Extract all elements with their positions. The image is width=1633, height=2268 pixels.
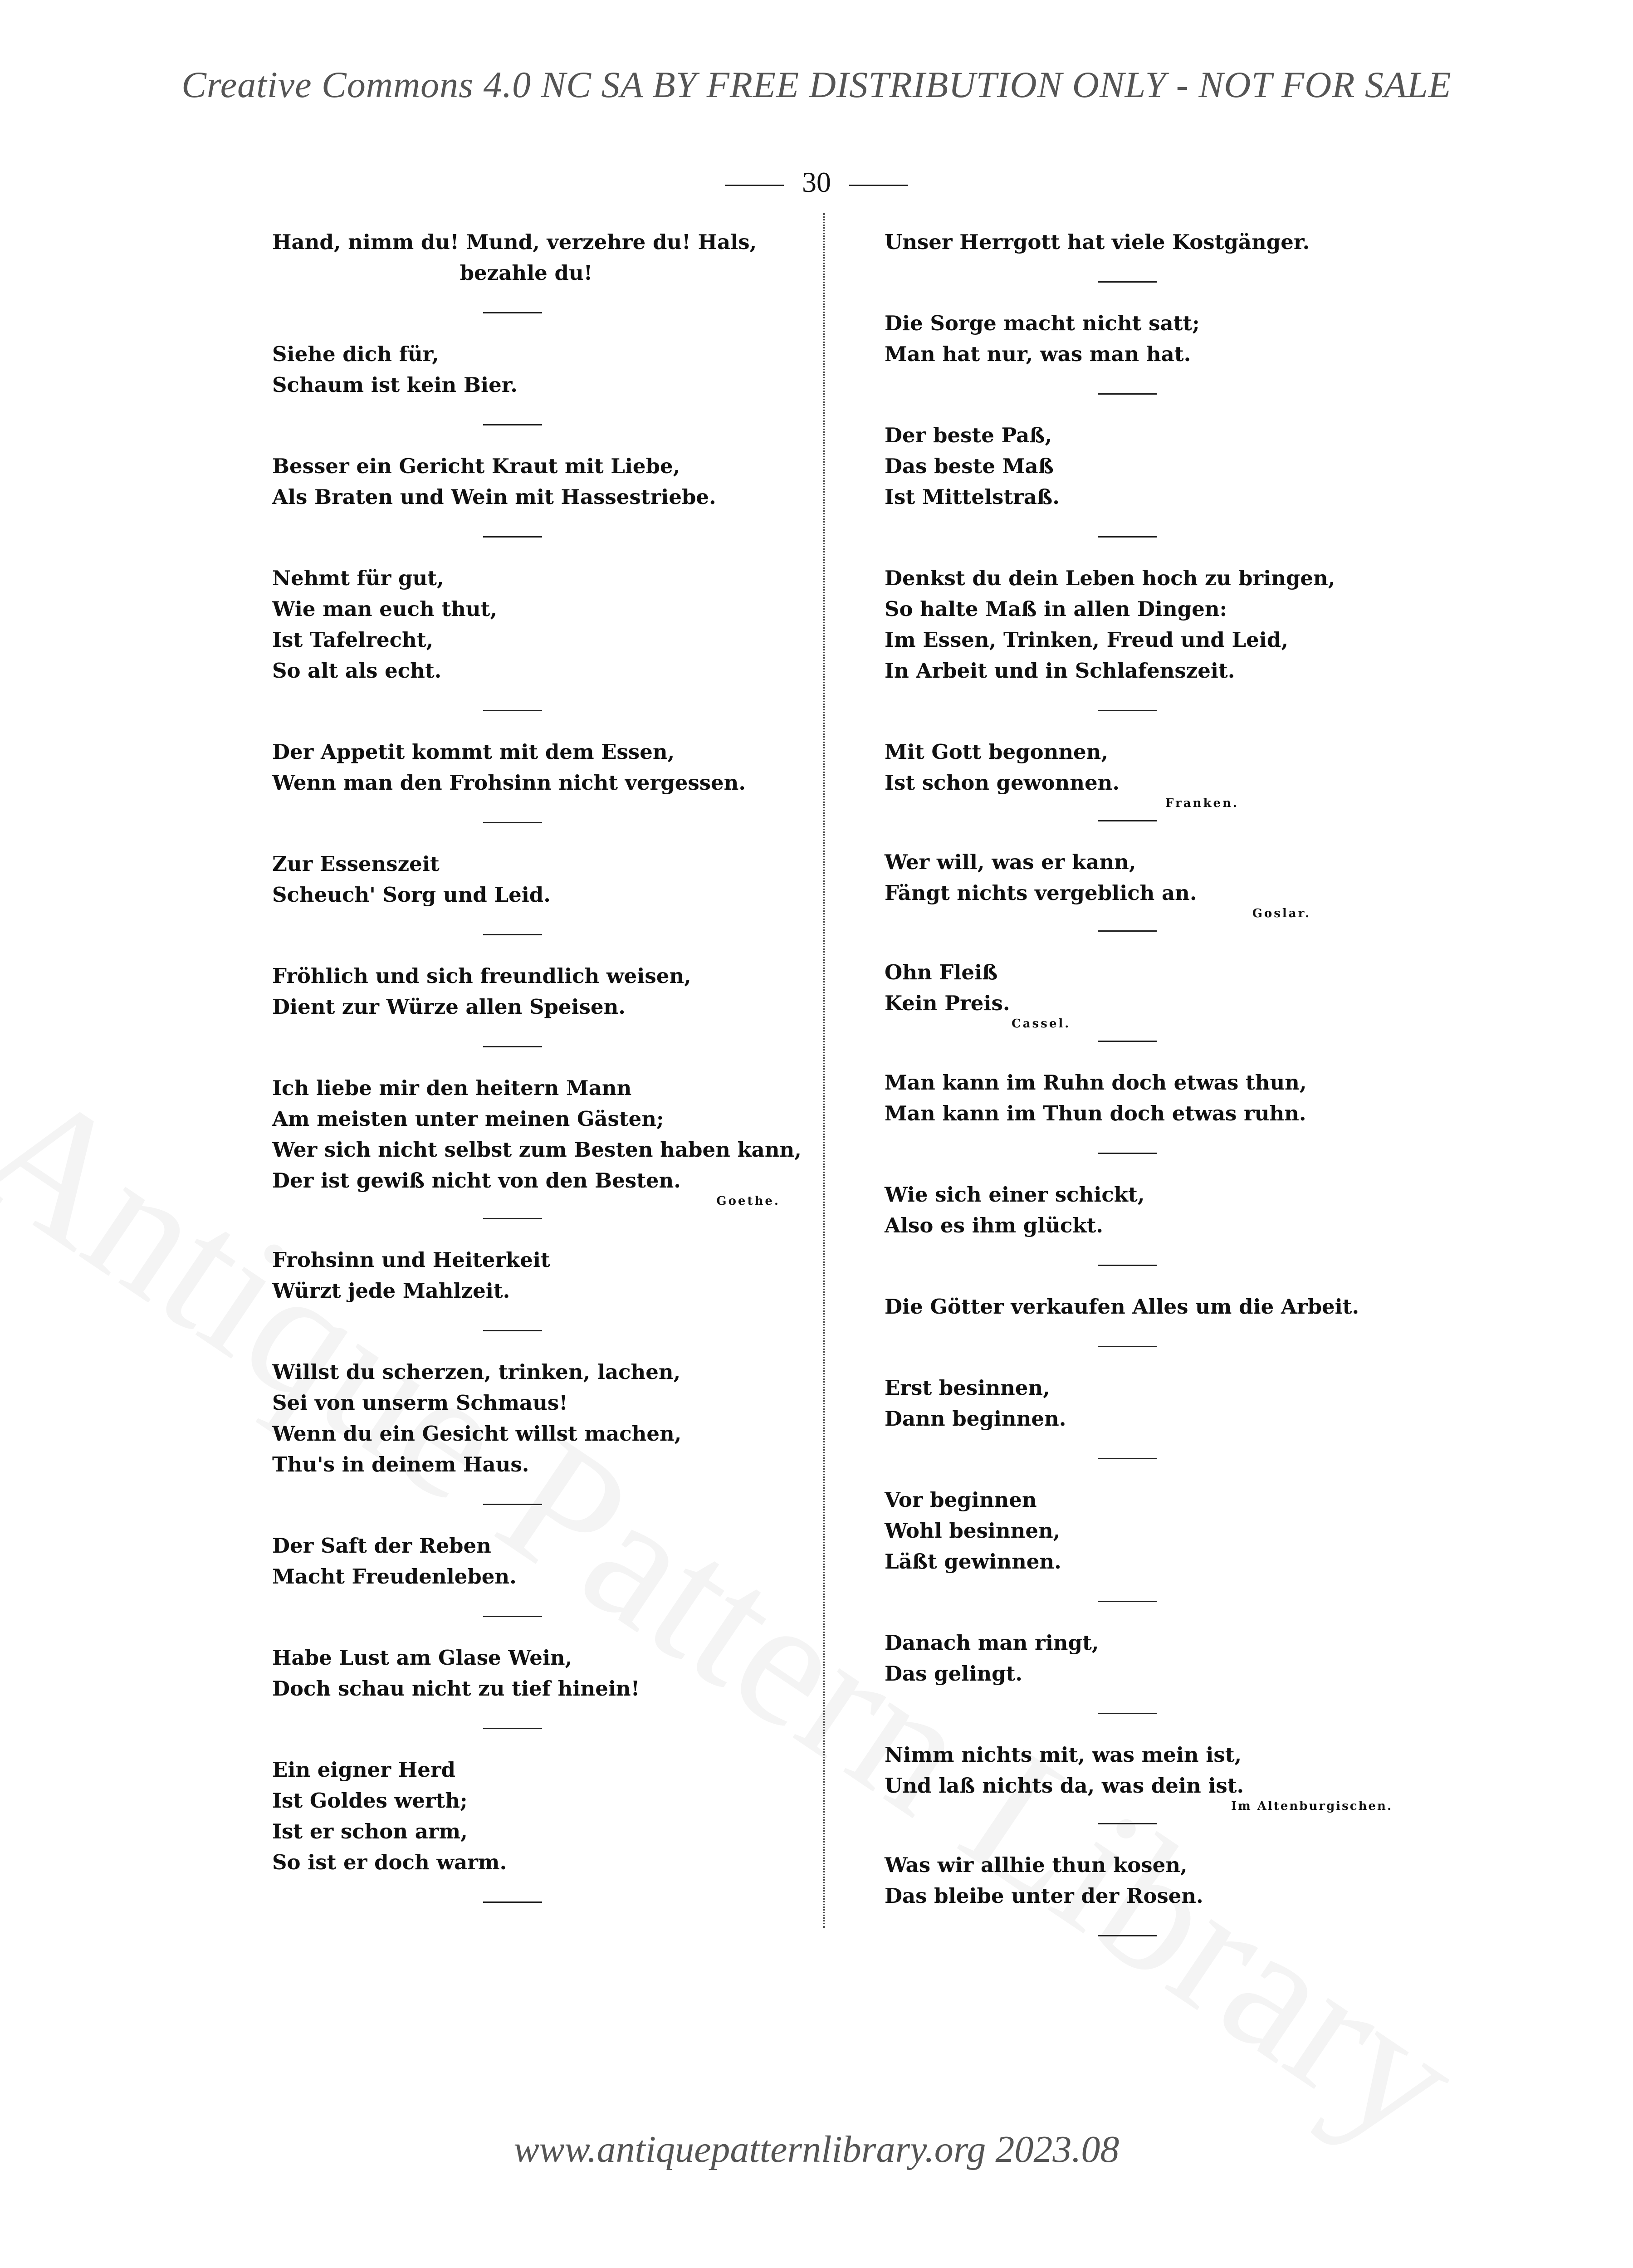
proverb [272,849,780,910]
proverb [272,961,780,1022]
proverb-line: Ein eigner Herd [272,1758,456,1782]
separator-rule [483,1046,542,1047]
proverb-line: Ohn Fleiß [885,960,998,984]
proverb-line: Besser ein Gericht Kraut mit Liebe, [272,454,680,478]
proverb-line: Also es ihm glückt. [885,1213,1104,1237]
separator-rule [1098,393,1157,395]
proverb-line: Erst besinnen, [885,1376,1050,1400]
proverb-line: Als Braten und Wein mit Hassestriebe. [272,485,716,509]
proverb [885,563,1393,686]
proverb-line: Läßt gewinnen. [885,1549,1061,1574]
proverb-line: Mit Gott begonnen, [885,740,1109,764]
proverb-line: bezahle du! [460,261,593,285]
proverb-line: Wenn du ein Gesicht willst machen, [272,1422,682,1446]
footer-url: www.antiquepatternlibrary.org 2023.08 [513,2128,1120,2170]
proverb-source: Im Altenburgischen. [1231,1799,1393,1813]
proverb [272,1642,780,1704]
separator-rule [1098,536,1157,538]
license-header: Creative Commons 4.0 NC SA BY FREE DISTRIBUTION ONLY - NOT FOR SALE [181,64,1452,105]
proverb-line: Und laß nichts da, was dein ist. [885,1774,1244,1798]
separator-rule [1098,930,1157,932]
separator-rule [483,1504,542,1505]
proverb-line: Willst du scherzen, trinken, lachen, [272,1360,681,1384]
proverb [272,563,780,686]
separator-rule [483,424,542,425]
proverb [272,1245,780,1306]
proverb [885,1067,1393,1129]
proverb [272,737,780,798]
proverb-line: Der beste Paß, [885,423,1052,447]
separator-rule [483,1330,542,1331]
proverb-line: Das gelingt. [885,1662,1023,1686]
proverb [885,1291,1393,1322]
proverb-line: Ist er schon arm, [272,1819,468,1843]
proverb-line: Wenn man den Frohsinn nicht vergessen. [272,771,746,795]
left-column [272,227,802,1928]
proverb-line: Die Götter verkaufen Alles um die Arbeit. [885,1295,1359,1319]
proverb [885,957,1393,1031]
proverb-line: Der ist gewiß nicht von den Besten. [272,1168,681,1193]
proverb-line: Wie man euch thut, [272,597,498,621]
proverb-line: Das bleibe unter der Rosen. [885,1884,1203,1908]
proverb-line: Doch schau nicht zu tief hinein! [272,1677,640,1701]
proverb [272,1530,780,1592]
proverb-line: Habe Lust am Glase Wein, [272,1646,572,1670]
proverb [885,420,1393,513]
proverb-line: Fröhlich und sich freundlich weisen, [272,964,691,988]
separator-rule [1098,1601,1157,1602]
proverb-line: Frohsinn und Heiterkeit [272,1248,550,1272]
proverb-source: Franken. [1165,797,1239,810]
proverb-line: Der Appetit kommt mit dem Essen, [272,740,675,764]
separator-rule [1098,1458,1157,1459]
proverb-line: Der Saft der Reben [272,1534,491,1558]
proverb-source: Cassel. [1012,1017,1071,1031]
separator-rule [1098,1041,1157,1042]
separator-rule [483,710,542,711]
proverb-line: So halte Maß in allen Dingen: [885,597,1227,621]
proverb-line: Die Sorge macht nicht satt; [885,311,1200,335]
proverb-line: Wohl besinnen, [885,1519,1061,1543]
proverb-line: Schaum ist kein Bier. [272,373,518,397]
proverb-line: Kein Preis. [885,991,1010,1015]
proverb-line: Sei von unserm Schmaus! [272,1391,568,1415]
separator-rule [1098,710,1157,711]
separator-rule [1098,1346,1157,1347]
proverb [885,847,1393,921]
proverb [272,227,780,288]
separator-rule [1098,1265,1157,1266]
proverb-line: So ist er doch warm. [272,1850,507,1874]
proverb-line: In Arbeit und in Schlafenszeit. [885,659,1235,683]
separator-rule [1098,1713,1157,1714]
proverb-line: Nimm nichts mit, was mein ist, [885,1743,1242,1767]
proverb-line: Ist Goldes werth; [272,1789,468,1813]
proverb-line: Ist Tafelrecht, [272,628,434,652]
proverb-line: Unser Herrgott hat viele Kostgänger. [885,230,1310,254]
proverb-line: Hand, nimm du! Mund, verzehre du! Hals, [272,230,757,254]
proverb-line: Macht Freudenleben. [272,1564,517,1589]
proverb-line: Zur Essenszeit [272,852,440,876]
proverb-line: Fängt nichts vergeblich an. [885,881,1197,905]
proverb-line: So alt als echt. [272,659,442,683]
proverb [272,1073,802,1209]
proverb [272,451,780,513]
proverb-line: Vor beginnen [885,1488,1037,1512]
proverb-line: Dient zur Würze allen Speisen. [272,995,626,1019]
proverb-line: Was wir allhie thun kosen, [885,1853,1188,1877]
column-divider [823,213,825,1928]
separator-rule [483,934,542,935]
page-number [0,166,1633,199]
separator-rule [483,1728,542,1729]
right-column [885,227,1393,1962]
proverb-source: Goslar. [1252,907,1311,920]
proverb [885,1850,1393,1911]
proverb-line: Ich liebe mir den heitern Mann [272,1076,632,1100]
proverb [885,1628,1393,1689]
proverb-line: Ist Mittelstraß. [885,485,1060,509]
proverb-line: Denkst du dein Leben hoch zu bringen, [885,566,1335,590]
proverb [885,308,1393,370]
separator-rule [483,312,542,313]
proverb-line: Nehmt für gut, [272,566,444,590]
proverb-line: Dann beginnen. [885,1407,1066,1431]
proverb-line: Wer will, was er kann, [885,850,1136,874]
proverb-source: Goethe. [716,1194,780,1208]
proverb-line: Man kann im Ruhn doch etwas thun, [885,1070,1307,1095]
proverb-line: Danach man ringt, [885,1631,1099,1655]
proverb-line: Das beste Maß [885,454,1054,478]
proverb-line: Scheuch' Sorg und Leid. [272,883,551,907]
separator-rule [483,1616,542,1617]
proverb [272,1755,780,1878]
proverb-line: Thu's in deinem Haus. [272,1452,529,1476]
page-number-text: 30 [802,166,831,198]
proverb-line: Man kann im Thun doch etwas ruhn. [885,1101,1306,1125]
proverb [885,1179,1393,1241]
proverb [885,1740,1393,1814]
proverb [885,1485,1393,1577]
separator-rule [1098,1153,1157,1154]
separator-rule [1098,1823,1157,1824]
proverb-line: Ist schon gewonnen. [885,771,1120,795]
proverb-line: Wer sich nicht selbst zum Besten haben kann, [272,1138,802,1162]
separator-rule [483,1901,542,1903]
proverb-line: Wie sich einer schickt, [885,1183,1145,1207]
proverb [885,227,1393,258]
proverb [272,339,780,401]
separator-rule [483,536,542,538]
proverb-line: Man hat nur, was man hat. [885,342,1191,366]
separator-rule [483,1218,542,1219]
proverb [885,737,1393,811]
proverb-line: Im Essen, Trinken, Freud und Leid, [885,628,1288,652]
proverb-line: Würzt jede Mahlzeit. [272,1279,510,1303]
separator-rule [1098,1935,1157,1936]
proverb-line: Siehe dich für, [272,342,439,366]
separator-rule [1098,281,1157,283]
proverb [272,1357,780,1480]
proverb [885,1373,1393,1434]
separator-rule [483,822,542,823]
separator-rule [1098,820,1157,821]
proverb-line: Am meisten unter meinen Gästen; [272,1107,664,1131]
